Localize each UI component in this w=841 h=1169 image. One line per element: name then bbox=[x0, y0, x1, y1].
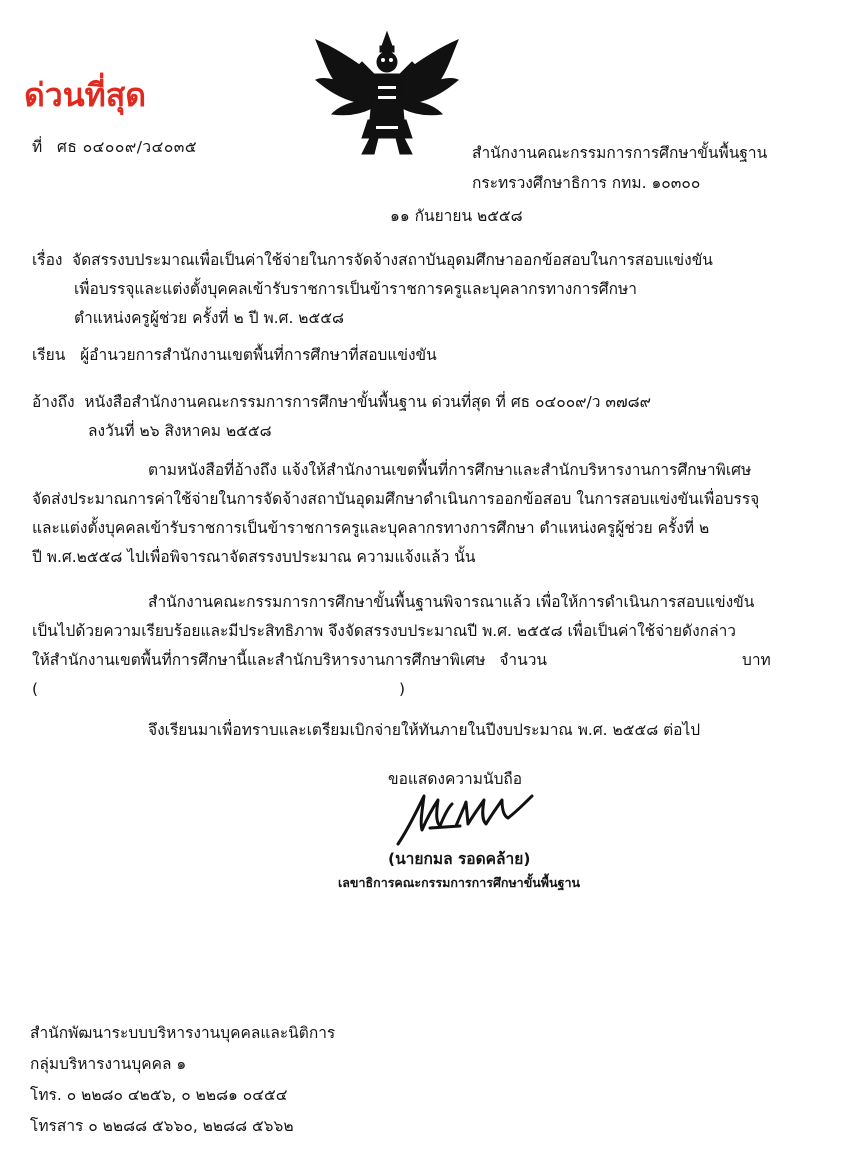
document-reference bbox=[32, 136, 197, 159]
contact-footer bbox=[30, 1018, 335, 1142]
office-name: สำนักงานคณะกรรมการการศึกษาขั้นพื้นฐาน bbox=[472, 144, 768, 162]
amount-unit: บาท bbox=[742, 651, 771, 669]
amount-line-text: ให้สำนักงานเขตพื้นที่การศึกษานี้และสำนักบริหารงานการศึกษาพิเศษ bbox=[32, 651, 486, 669]
amount-words-row bbox=[32, 675, 812, 704]
paren-open: ( bbox=[32, 680, 39, 698]
amount-label: จำนวน bbox=[499, 651, 547, 669]
body-paragraph-3 bbox=[32, 716, 812, 745]
signer-title: เลขาธิการคณะกรรมการการศึกษาขั้นพื้นฐาน bbox=[338, 875, 581, 890]
paragraph-3-line: จึงเรียนมาเพื่อทราบและเตรียมเบิกจ่ายให้ทันภายในปีงบประมาณ พ.ศ. ๒๕๕๘ ต่อไป bbox=[148, 721, 701, 739]
footer-group: กลุ่มบริหารงานบุคคล ๑ bbox=[30, 1055, 187, 1073]
subject-label: เรื่อง bbox=[32, 251, 63, 269]
paragraph-1-line: และแต่งตั้งบุคคลเข้ารับราชการเป็นข้าราชการครูและบุคลากรทางการศึกษา ตำแหน่งครูผู้ช่วย ครั้งที่ ๒ bbox=[32, 519, 710, 537]
paragraph-2-line: เป็นไปด้วยความเรียบร้อยและมีประสิทธิภาพ จึงจัดสรรงบประมาณปี พ.ศ. ๒๕๕๘ เพื่อเป็นค่าใช้จ่ายดังกล่าว bbox=[32, 622, 736, 640]
addressee-block bbox=[32, 344, 437, 367]
issuing-office bbox=[472, 138, 767, 198]
subject-line-3: ตำแหน่งครูผู้ช่วย ครั้งที่ ๒ ปี พ.ศ. ๒๕๕๘ bbox=[74, 309, 344, 327]
paragraph-2-line: สำนักงานคณะกรรมการการศึกษาขั้นพื้นฐานพิจารณาแล้ว เพื่อให้การดำเนินการสอบแข่งขัน bbox=[148, 593, 755, 611]
reference-number: ศธ ๐๔๐๐๙/ว๔๐๓๕ bbox=[57, 138, 198, 156]
subject-line-2: เพื่อบรรจุและแต่งตั้งบุคคลเข้ารับราชการเป็นข้าราชการครูและบุคลากรทางการศึกษา bbox=[74, 280, 637, 298]
subject-block bbox=[32, 246, 713, 333]
reference-block bbox=[32, 388, 651, 446]
paren-close: ) bbox=[399, 680, 406, 698]
footer-phone: โทร. ๐ ๒๒๘๐ ๔๒๕๖, ๐ ๒๒๘๑ ๐๔๕๔ bbox=[30, 1086, 288, 1104]
reference-prefix: ที่ bbox=[32, 138, 43, 156]
paragraph-1-line: จัดส่งประมาณการค่าใช้จ่ายในการจัดจ้างสถาบันอุดมศึกษาดำเนินการออกข้อสอบ ในการสอบแข่งขันเพื่อบรรจุ bbox=[32, 490, 760, 508]
amount-row bbox=[32, 646, 812, 675]
addressee-label: เรียน bbox=[32, 346, 66, 364]
signer-name: (นายกมล รอดคล้าย) bbox=[388, 850, 531, 868]
letter-date: ๑๑ กันยายน ๒๕๕๘ bbox=[390, 207, 523, 225]
reference-line-2: ลงวันที่ ๒๖ สิงหาคม ๒๕๕๘ bbox=[88, 422, 272, 440]
body-paragraph-1 bbox=[32, 456, 812, 572]
addressee-text: ผู้อำนวยการสำนักงานเขตพื้นที่การศึกษาที่สอบแข่งขัน bbox=[80, 346, 437, 364]
garuda-emblem-icon bbox=[312, 28, 462, 158]
closing-phrase: ขอแสดงความนับถือ bbox=[388, 770, 523, 788]
urgency-stamp: ด่วนที่สุด bbox=[24, 76, 147, 114]
signature-mark bbox=[390, 786, 540, 848]
subject-line-1: จัดสรรงบประมาณเพื่อเป็นค่าใช้จ่ายในการจัดจ้างสถาบันอุดมศึกษาออกข้อสอบในการสอบแข่งขัน bbox=[72, 251, 713, 269]
office-address: กระทรวงศึกษาธิการ กทม. ๑๐๓๐๐ bbox=[472, 174, 701, 192]
footer-unit: สำนักพัฒนาระบบบริหารงานบุคคลและนิติการ bbox=[30, 1024, 336, 1042]
reference-label: อ้างถึง bbox=[32, 393, 75, 411]
paragraph-1-line: ปี พ.ศ.๒๕๕๘ ไปเพื่อพิจารณาจัดสรรงบประมาณ ความแจ้งแล้ว นั้น bbox=[32, 548, 476, 566]
body-paragraph-2 bbox=[32, 588, 812, 704]
reference-line-1: หนังสือสำนักงานคณะกรรมการการศึกษาขั้นพื้นฐาน ด่วนที่สุด ที่ ศธ ๐๔๐๐๙/ว ๓๗๘๙ bbox=[84, 393, 651, 411]
footer-fax: โทรสาร ๐ ๒๒๘๘ ๕๖๖๐, ๒๒๘๘ ๕๖๖๒ bbox=[30, 1117, 294, 1135]
paragraph-1-line: ตามหนังสือที่อ้างถึง แจ้งให้สำนักงานเขตพื้นที่การศึกษาและสำนักบริหารงานการศึกษาพิเศษ bbox=[148, 461, 752, 479]
